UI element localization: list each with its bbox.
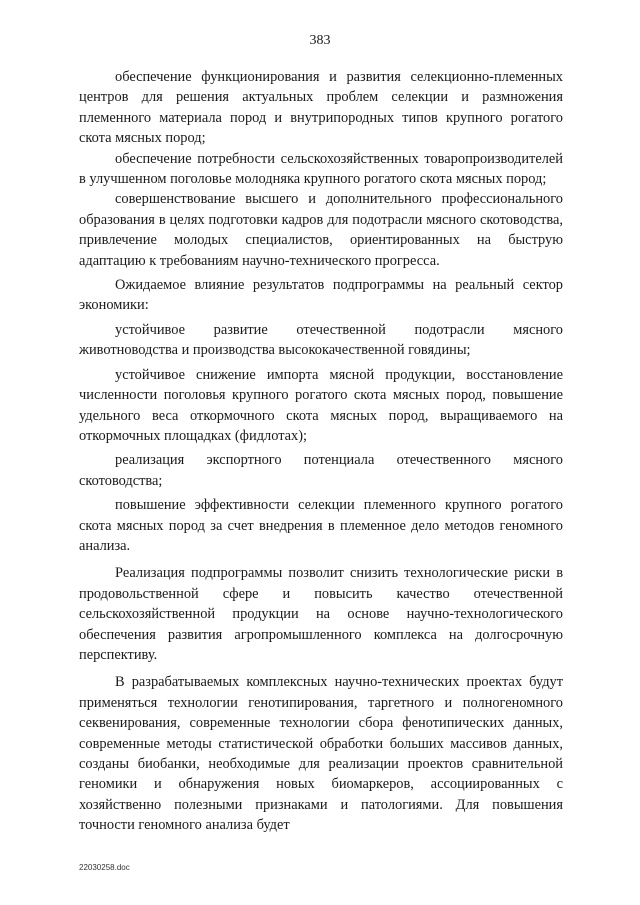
page-number: 383 bbox=[309, 33, 331, 48]
paragraph: совершенствование высшего и дополнительного профессионального образования в целях подготовки кадров для подотрасли мясного скотоводства, привлечение молодых специалистов, ориентированных на быструю адаптацию к требованиям научно-технического прогресса. bbox=[79, 191, 563, 269]
paragraph: устойчивое развитие отечественной подотрасли мясного животноводства и производства высококачественной говядины; bbox=[79, 321, 563, 359]
paragraph: обеспечение потребности сельскохозяйственных товаропроизводителей в улучшенном поголовье молодняка крупного рогатого скота мясных пород; bbox=[79, 150, 563, 188]
paragraph: устойчивое снижение импорта мясной продукции, восстановление численности поголовья крупного рогатого скота мясных пород, повышение удельного веса откормочного скота мясных пород, выращиваемого на откормочных площадках (фидлотах); bbox=[79, 366, 563, 444]
paragraph: В разрабатываемых комплексных научно-технических проектах будут применяться технологии генотипирования, таргетного и полногеномного секвенирования, современные технологии сбора фенотипических данных, современные методы статистической обработки больших массивов данных, созданы биобанки, необходимые для реализации проектов сравнительной геномики и обнаружения новых биомаркеров, ассоциированных с хозяйственно полезными признаками и патологиями. Для повышения точности геномного анализа будет bbox=[79, 674, 563, 834]
paragraph: обеспечение функционирования и развития селекционно-племенных центров для решения актуальных проблем селекции и размножения племенного материала пород и внутрипородных типов крупного рогатого скота мясных пород; bbox=[79, 69, 563, 147]
paragraph: Реализация подпрограммы позволит снизить технологические риски в продовольственной сфере и повысить качество отечественной сельскохозяйственной продукции на основе научно-технологического обеспечения развития агропромышленного комплекса на долгосрочную перспективу. bbox=[79, 565, 563, 663]
document-body bbox=[79, 67, 563, 836]
file-name-footer: 22030258.doc bbox=[79, 863, 130, 872]
paragraph: повышение эффективности селекции племенного крупного рогатого скота мясных пород за счет внедрения в племенное дело методов геномного анализа. bbox=[79, 497, 563, 554]
paragraph: реализация экспортного потенциала отечественного мясного скотоводства; bbox=[79, 452, 563, 489]
paragraph: Ожидаемое влияние результатов подпрограммы на реальный сектор экономики: bbox=[79, 277, 563, 314]
